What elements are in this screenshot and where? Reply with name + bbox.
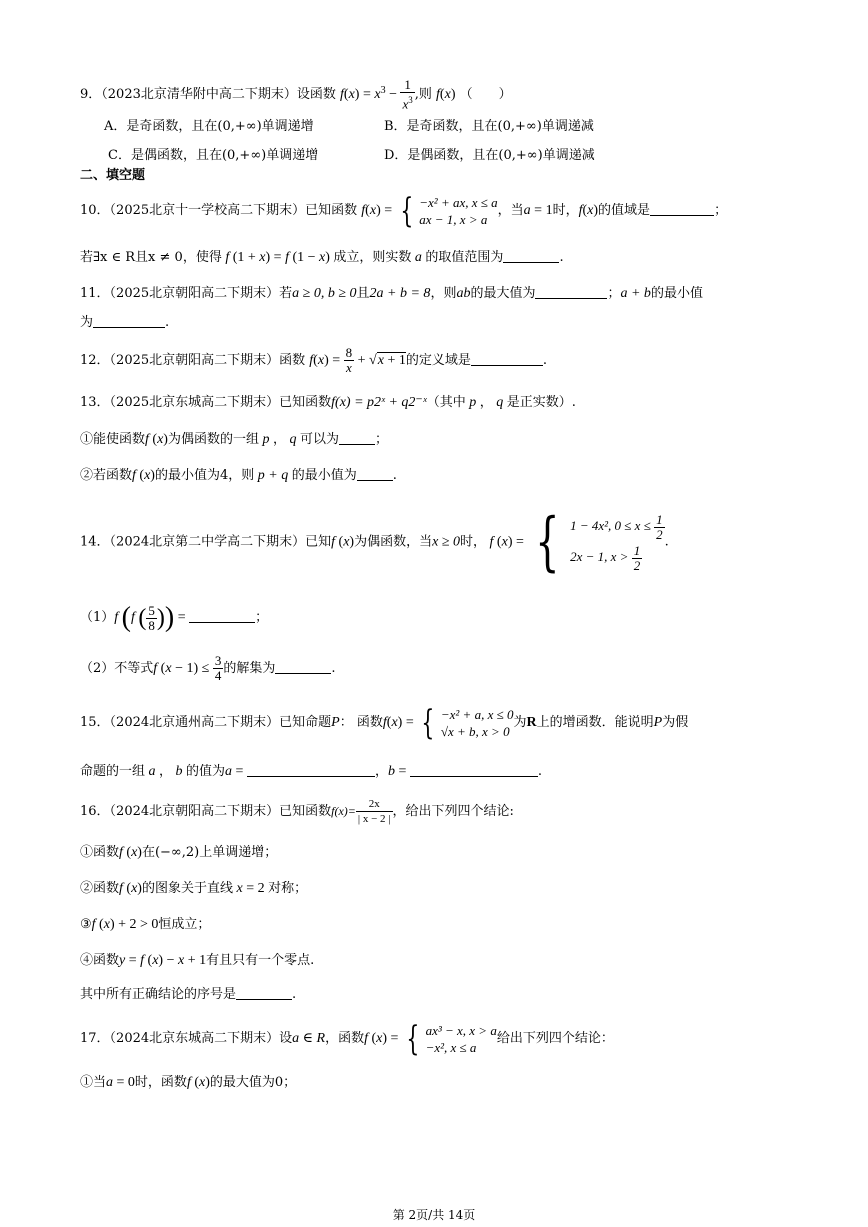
q13-fx1: f (x) — [145, 432, 168, 447]
q15-mid: 函数 — [356, 715, 383, 730]
q11-mid5: 的最小值 — [650, 286, 703, 301]
question-16 — [80, 794, 514, 829]
question-16-ask — [80, 985, 296, 1004]
q10-case2: ax − 1, x > a — [419, 211, 488, 227]
q13-blank-1 — [339, 430, 375, 445]
q10-blank-1 — [650, 201, 714, 216]
q13-s1end: ； — [375, 432, 389, 447]
q16-blank — [236, 985, 292, 1000]
q17-lead: 17．（2024北京东城高二下期末）设 — [80, 1031, 293, 1046]
question-16-s2 — [80, 880, 307, 898]
q11-blank-1 — [535, 284, 607, 299]
q12-blank — [471, 351, 543, 366]
q10-end: ； — [714, 203, 728, 218]
q13-s1a: ①能使函数 — [80, 432, 146, 447]
q17-s1c: 的最大值为0； — [209, 1075, 297, 1090]
q10-case1: −x² + ax, x ≤ a — [419, 194, 498, 210]
q15-blank-a — [247, 762, 375, 777]
q11-mid4: ； — [607, 286, 621, 301]
q13-p: p — [465, 395, 480, 410]
q9-minus: − — [385, 87, 401, 103]
question-15-line2 — [80, 762, 542, 781]
q13-lead: 13．（2025北京东城高二下期末）已知函数 — [80, 395, 332, 410]
q17-case2: −x², x ≤ a — [425, 1039, 477, 1055]
page-footer: 第 2页/共 14页 — [392, 1208, 476, 1222]
q16-s3b: 恒成立； — [158, 917, 211, 932]
q13-pq: p + q — [254, 468, 292, 483]
q16-x2: x = 2 — [236, 881, 269, 896]
q10-line2a: 若∃x ∈ R且x ≠ 0，使得 — [80, 250, 222, 265]
question-9 — [80, 78, 512, 111]
q16-ask: 其中所有正确结论的序号是 — [80, 987, 237, 1002]
q17-a0: a = 0 — [106, 1075, 135, 1090]
q11-mid3: 的最大值为 — [470, 286, 536, 301]
q12-end: . — [542, 353, 547, 368]
q11-end: . — [165, 315, 170, 330]
q14-brace: { — [535, 505, 560, 579]
q10-lead: 10．（2025北京十一学校高二下期末）已知函数 — [80, 203, 358, 218]
q16-ineq: f (x) + 2 > 0 — [91, 917, 159, 932]
q9-option-a: A．是奇函数，且在(0,+∞)单调递增 — [104, 119, 314, 134]
q16-fx1: f (x) — [119, 845, 142, 860]
q13-s1b: 为偶函数的一组 — [167, 432, 259, 447]
q15-a-eq: a = — [225, 764, 247, 779]
q13-expr: f(x) = p2ˣ + q2⁻ˣ — [331, 395, 427, 410]
q16-s4a: ④函数 — [80, 953, 120, 968]
q15-r: R — [526, 715, 537, 730]
question-14 — [80, 505, 669, 579]
q15-blank-b — [410, 762, 538, 777]
q9-var: x — [348, 87, 355, 103]
q15-mid2: 为 — [513, 715, 527, 730]
question-13-s2 — [80, 466, 397, 485]
q14-end: . — [664, 534, 669, 550]
q13-s2a: ②若函数 — [80, 468, 133, 483]
q9-option-d: D．是偶函数，且在(0,+∞)单调递减 — [384, 148, 595, 163]
q14-p1end: ； — [255, 610, 269, 626]
q17-fx1: f (x) — [186, 1075, 210, 1090]
q15-line2d: ， — [374, 764, 388, 779]
q14-blank-2 — [275, 659, 331, 674]
question-11 — [80, 284, 703, 303]
q15-piecewise — [417, 702, 514, 743]
q16-s3a: ③ — [80, 917, 92, 932]
q10-eqn: f (1 + x) = f (1 − x) — [225, 250, 334, 265]
q14-p2: （2）不等式 — [80, 661, 154, 676]
q9-x3: x — [374, 87, 381, 103]
q14-lead: 14．（2024北京第二中学高二下期末）已知 — [80, 534, 332, 550]
q11-cond: a ≥ 0, b ≥ 0 — [292, 286, 357, 301]
q10-piecewise — [396, 190, 498, 231]
q14-blank-1 — [189, 608, 255, 623]
q14-half-n-2: 1 — [633, 542, 641, 558]
q9-option-b: B．是奇函数，且在(0,+∞)单调递减 — [384, 119, 594, 134]
q17-mid: ，函数 — [325, 1031, 365, 1046]
q10-fx: (x) = — [365, 203, 396, 218]
q11-mid: 且 — [356, 286, 370, 301]
question-16-s3 — [80, 916, 210, 934]
q15-brace: { — [421, 702, 435, 743]
q16-fx: f(x)= — [331, 804, 356, 818]
q15-b-eq: b = — [387, 764, 410, 779]
q13-s1c: ， — [272, 432, 286, 447]
q10-mid2: 时， — [552, 203, 579, 218]
q9-exp: 3 — [380, 84, 386, 96]
q12-f: f — [309, 353, 314, 368]
q15-p2: P — [653, 715, 663, 730]
q14-fx-eq: f (x) = — [489, 534, 528, 550]
q14-p2b: 的解集为 — [223, 661, 276, 676]
q13-s1d: 可以为 — [300, 432, 340, 447]
q10-line2end: . — [559, 250, 564, 265]
q13-s2b: 的最小值为4，则 — [154, 468, 255, 483]
q14-piecewise — [527, 505, 664, 579]
q13-q2: q — [286, 432, 300, 447]
q15-line2c: 的值为 — [186, 764, 226, 779]
q17-tail: 给出下列四个结论： — [496, 1031, 614, 1046]
q15-case1: −x² + a, x ≤ 0 — [440, 706, 514, 722]
q17-brace: { — [406, 1018, 420, 1059]
q16-s1b: 在(−∞,2)上单调递增； — [141, 845, 278, 860]
q17-case1: ax³ − x, x > a — [425, 1022, 497, 1038]
question-10 — [80, 190, 728, 231]
question-15 — [80, 702, 689, 743]
q15-lead: 15．（2024北京通州高二下期末）已知命题 — [80, 715, 332, 730]
q9-option-c: C．是偶函数，且在(0,+∞)单调递增 — [108, 148, 319, 163]
q15-mid3: 上的增函数．能说明 — [536, 715, 654, 730]
q16-lead: 16．（2024北京朝阳高二下期末）已知函数 — [80, 804, 332, 819]
q14-q-n: 3 — [214, 653, 222, 668]
question-16-s4 — [80, 952, 314, 970]
q13-q: q — [492, 395, 507, 410]
q16-fx2: f (x) — [119, 881, 142, 896]
q16-askend: . — [292, 987, 297, 1002]
question-13 — [80, 394, 576, 412]
q11-lead: 11．（2025北京朝阳高二下期末）若 — [80, 286, 293, 301]
q9-lead: 9．（2023北京清华附中高二下期末）设函数 — [80, 87, 336, 103]
q9-arg: ( — [343, 87, 349, 103]
question-13-s1 — [80, 430, 388, 449]
q9-fraction: $\frac{1}{x^3}$ — [402, 77, 413, 112]
q13-p2: p — [258, 432, 273, 447]
q13-tail2: ， — [479, 395, 493, 410]
q15-b: b — [172, 764, 187, 779]
q13-s2c: 的最小值为 — [291, 468, 357, 483]
q12-fraction: $\frac{8}{x}$ — [345, 345, 353, 375]
q13-blank-2 — [357, 466, 393, 481]
q14-case1: 1 − 4x², 0 ≤ x ≤ — [570, 518, 655, 534]
q17-s1a: ①当 — [80, 1075, 107, 1090]
q17-piecewise — [402, 1018, 497, 1059]
q14-p1: （1） — [80, 610, 115, 626]
q13-s2end: . — [392, 468, 397, 483]
q10-blank-2 — [503, 248, 559, 263]
q13-fx2: f (x) — [132, 468, 155, 483]
q14-frac-d: 8 — [148, 617, 155, 633]
q12-mid: 的定义域是 — [405, 353, 471, 368]
q13-tail: （其中 — [426, 395, 466, 410]
q10-line2b: 成立，则实数 — [333, 250, 412, 265]
q10-f: f — [361, 203, 366, 218]
q11-mid2: ，则 — [430, 286, 457, 301]
q11-ab: ab — [456, 286, 471, 301]
q9-f: f — [436, 87, 440, 103]
q12-plus: + √x + 1 — [354, 353, 406, 368]
q16-s2c: 对称； — [268, 881, 308, 896]
q9-eq: ) = — [354, 87, 375, 103]
q17-cond: a ∈ R — [292, 1031, 326, 1046]
q15-case2: √x + b, x > 0 — [440, 723, 510, 739]
q10-line2c: 的取值范围为 — [425, 250, 504, 265]
q14-q-d: 4 — [214, 668, 222, 683]
q9-tail: ,则 — [414, 87, 432, 103]
q16-s2b: 的图象关于直线 — [141, 881, 233, 896]
q9-func: f — [340, 87, 344, 103]
q15-line2b: ， — [159, 764, 173, 779]
q16-s1a: ①函数 — [80, 845, 120, 860]
question-11-line2 — [80, 313, 169, 332]
q14-p2end: . — [331, 661, 336, 676]
q10-brace: { — [399, 190, 413, 231]
q15-line2a: 命题的一组 — [80, 764, 146, 779]
q14-frac-n: 5 — [148, 602, 155, 618]
q16-s2a: ②函数 — [80, 881, 120, 896]
q10-f2: f — [578, 203, 583, 218]
q14-mid2: 时， — [460, 534, 487, 550]
section-heading: 二、填空题 — [80, 168, 146, 183]
q16-y: y = f (x) − x + 1 — [119, 953, 207, 968]
q10-a2: a — [411, 250, 426, 265]
q15-p: P — [331, 715, 340, 730]
q14-case2: 2x − 1, x > — [570, 549, 632, 564]
question-14-p1 — [80, 598, 268, 638]
q14-mid: 为偶函数，当 — [354, 534, 433, 550]
q17-fx: f (x) = — [364, 1031, 402, 1046]
q15-a: a — [145, 764, 160, 779]
q16-den: | x − 2 | — [357, 813, 391, 825]
question-16-s1 — [80, 844, 277, 862]
q9-paren: （ ） — [459, 87, 512, 103]
q12-fx: (x) = — [313, 353, 344, 368]
q11-blank-2 — [93, 313, 165, 328]
q16-s4b: 有且只有一个零点. — [206, 953, 315, 968]
q17-s1b: 时，函数 — [134, 1075, 187, 1090]
question-10-line2 — [80, 248, 564, 267]
q9-fx: (x) — [439, 87, 456, 103]
q15-mid4: 为假 — [662, 715, 689, 730]
q14-nested: f (f ( $\frac{5}{8}$ )) = — [114, 602, 190, 633]
q10-a: a — [523, 203, 531, 218]
q11-eq: 2a + b = 8 — [369, 286, 431, 301]
q13-tail3: 是正实数）. — [506, 395, 576, 410]
q15-fx: f(x) = — [382, 715, 418, 730]
question-12 — [80, 344, 547, 378]
q14-half-n-1: 1 — [656, 512, 663, 527]
question-14-p2 — [80, 652, 335, 686]
q14-half-d-2: 2 — [633, 557, 641, 573]
q16-num: 2x — [356, 797, 393, 812]
q10-mid3: 的值域是 — [598, 203, 651, 218]
q16-tail: ，给出下列四个结论: — [392, 804, 514, 819]
q15-line2end: . — [537, 764, 543, 779]
q10-mid: ，当 — [497, 203, 524, 218]
q11-line2: 为 — [80, 315, 94, 330]
q14-half-d-1: 2 — [656, 527, 663, 542]
q12-lead: 12．（2025北京朝阳高二下期末）函数 — [80, 353, 306, 368]
q14-ineq: f (x − 1) ≤ — [153, 661, 213, 676]
question-17 — [80, 1020, 614, 1058]
q11-apb: a + b — [620, 286, 651, 301]
q14-fx: f (x) — [331, 534, 355, 550]
q10-eq1: = 1 — [530, 203, 553, 218]
question-17-s1 — [80, 1074, 296, 1092]
q15-colon: ： — [339, 715, 353, 730]
q14-cond: x ≥ 0 — [432, 534, 461, 550]
q10-fx2: (x) — [582, 203, 599, 218]
